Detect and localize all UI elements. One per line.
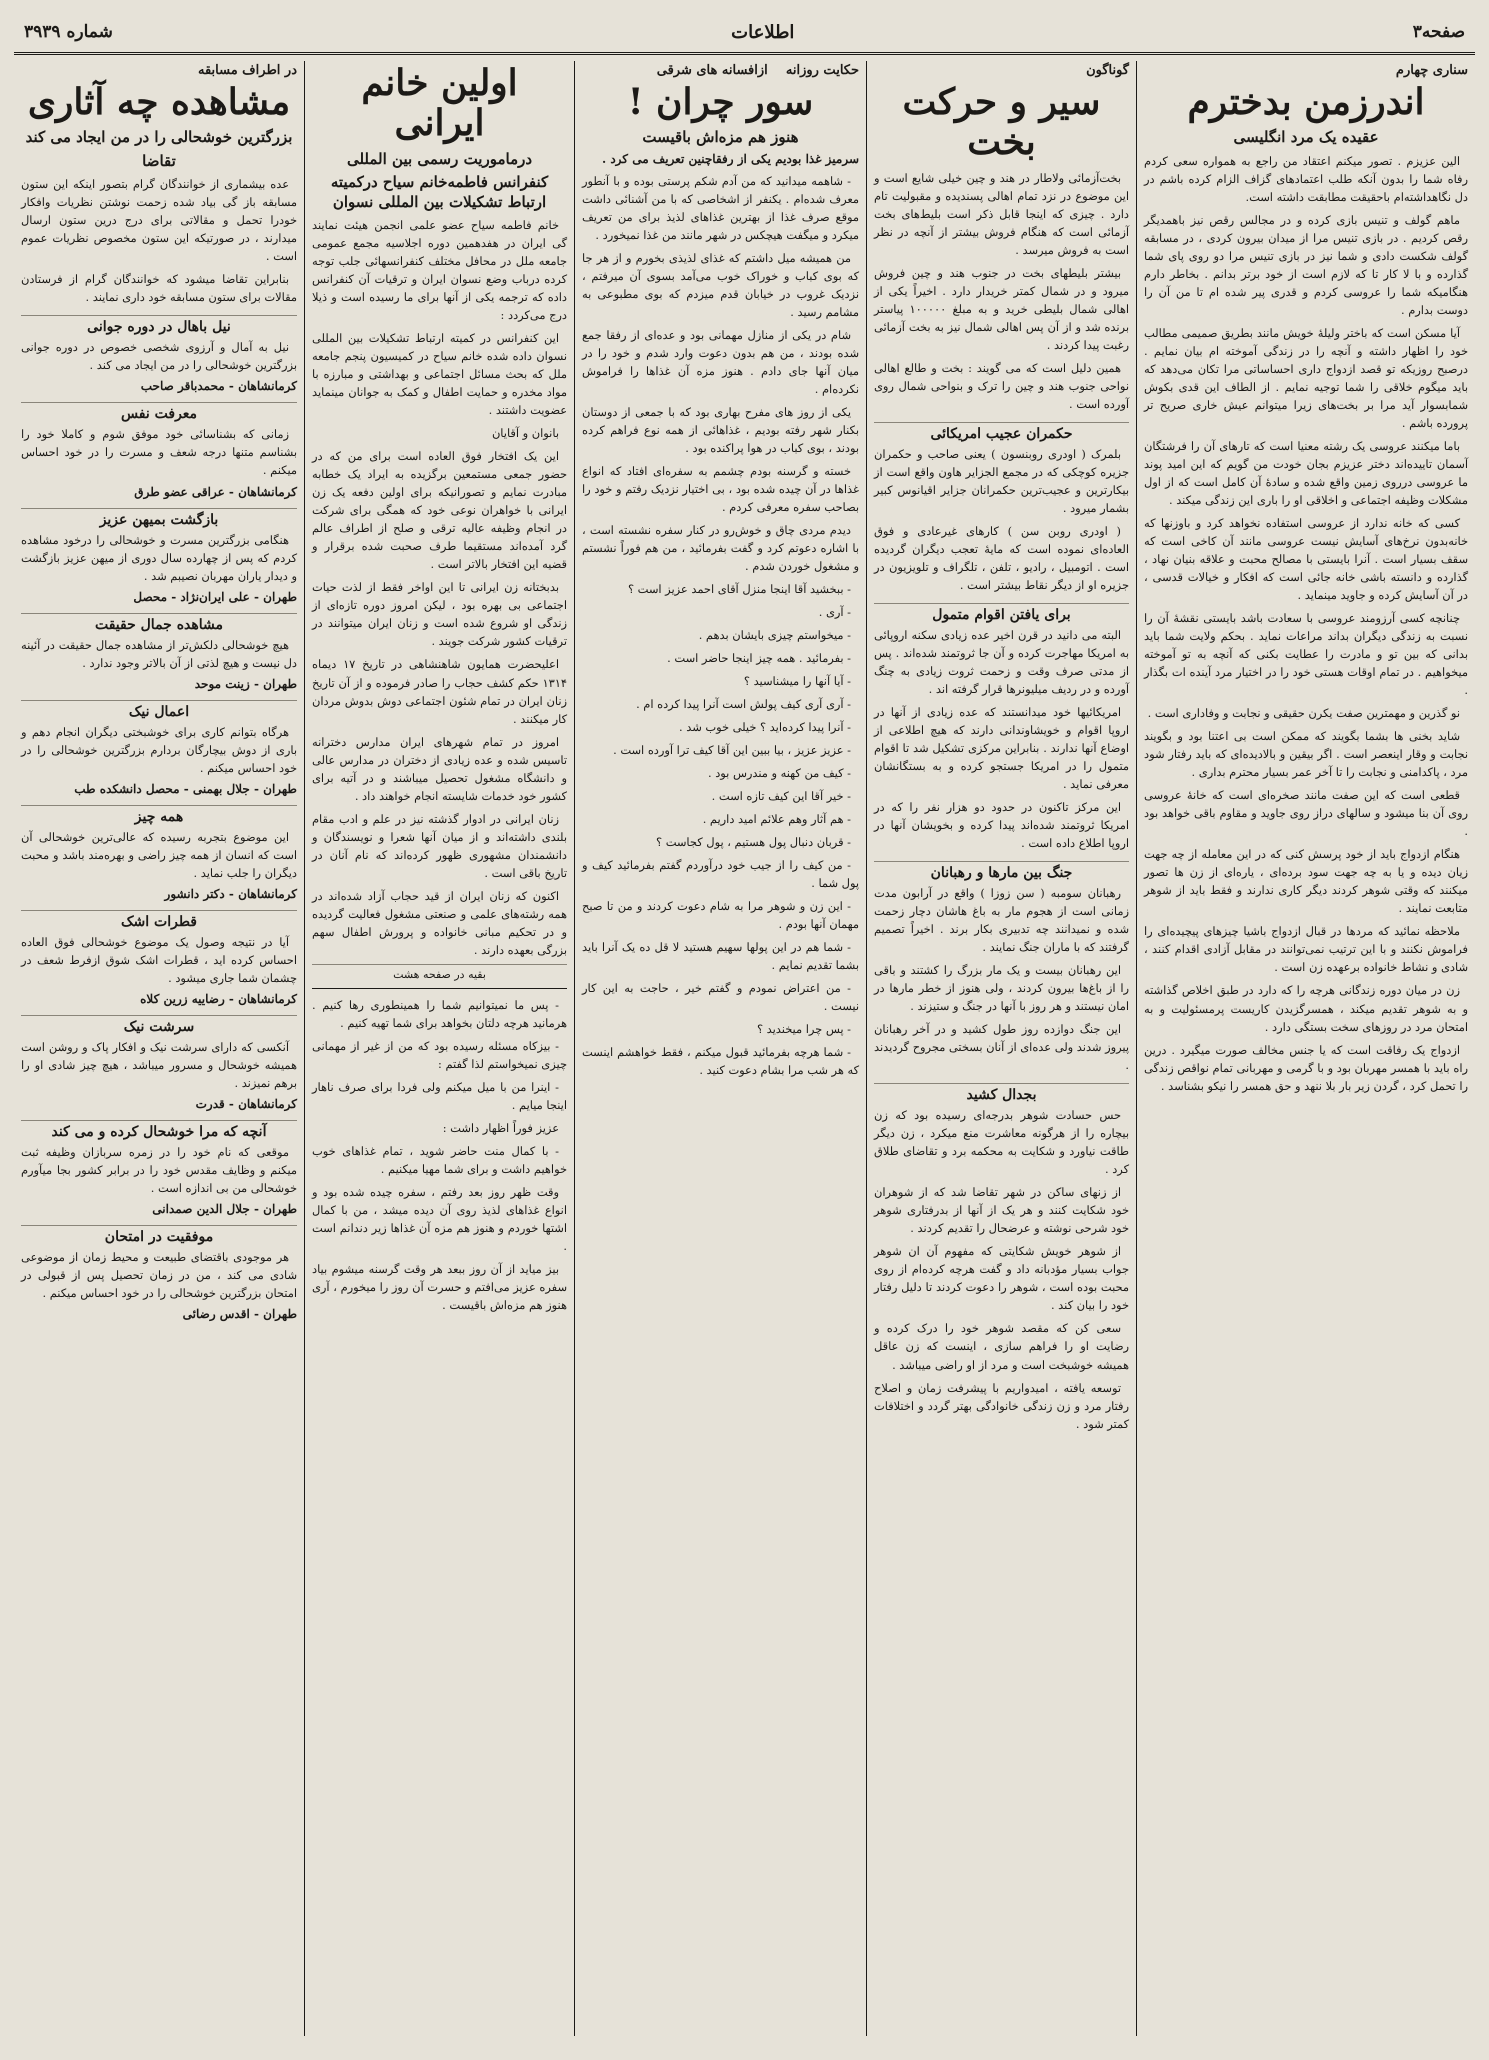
entry-author: کرمانشاهان - محمدباقر صاحب bbox=[140, 379, 297, 394]
article-body bbox=[582, 172, 859, 1080]
article-body-2 bbox=[312, 996, 567, 1314]
page-number: صفحه۳ bbox=[1412, 22, 1465, 42]
paragraph: - بفرمائید . همه چیز اینجا حاضر است . bbox=[667, 651, 851, 666]
paragraph: این رهبانان بیست و یک مار بزرگ را کشتند و باقی را از باغ‌ها بیرون کردند ، ولی هنوز از خطر مارها در امان نیستند و هر روز با آنها در جنگ و ستیزند . bbox=[874, 963, 1129, 1014]
subhead: درماموریت رسمی بین المللی bbox=[346, 149, 533, 168]
column-misc bbox=[866, 61, 1136, 2036]
headline: سور چران ! bbox=[627, 81, 814, 123]
paper-name: اطلاعات bbox=[731, 21, 795, 43]
article-body bbox=[1144, 152, 1468, 1095]
paragraph: زن در میان دوره زندگانی هرچه را که دارد در طبق اخلاص گذاشته و به شوهر تقدیم میکند ، همسرگزیدن کاریست پرمسئولیت و به امتحان مرد در روزهای سخت بستگی دارد . bbox=[1144, 983, 1468, 1034]
contest-entries bbox=[21, 315, 297, 1320]
section-body bbox=[874, 626, 1129, 852]
column-story bbox=[574, 61, 866, 2036]
subhead: بزرگترین خوشحالی را در من ایجاد می کند bbox=[25, 128, 293, 147]
entry-text: آیا در نتیجه وصول یک موضوع خوشحالی فوق العاده احساس کرده اید ، قطرات اشک شوق ازفرط شعف در چشمان شما جاری میشود . bbox=[21, 934, 297, 985]
column-contest bbox=[14, 61, 304, 2036]
paragraph: - من کیف را از جیب خود درآوردم گفتم بفرمائید کیف و پول شما . bbox=[582, 858, 859, 891]
columns bbox=[14, 61, 1475, 2036]
paragraph: - بیزکاه مسئله رسیده بود که من از غیر از مهمانی چیزی نمیخواستم لذا گفتم : bbox=[312, 1038, 567, 1071]
paragraph: سعی کن که مقصد شوهر خود را درک کرده و رضایت او را فراهم سازی ، اینست که زن عاقل همیشه خوشبخت است و مرد از او راضی میباشد . bbox=[874, 1321, 1129, 1372]
kicker-right: ازافسانه های شرقی bbox=[656, 63, 768, 78]
subhead: عقیده یک مرد انگلیسی bbox=[1233, 128, 1379, 147]
paragraph: باما میکنند عروسی یک رشته معنیا است که تارهای آن را فرشتگان آسمان تاییده‌اند دختر عزیزم بجان خودت من گویم که این امید پوند ما عروسی درروی زمین واقع شده و سادهٔ آن کامل است که از اول مشکلات وظیفه اجتماعی و اخلاقی او را باری این زندگی میکند . bbox=[1144, 439, 1468, 508]
paragraph: - پس ما نمیتوانیم شما را همینطوری رها کنیم . هرمانید هرچه دلتان بخواهد برای شما تهیه کنیم . bbox=[312, 997, 567, 1030]
paragraph: - ببخشید آقا اینجا منزل آقای احمد عزیز است ؟ bbox=[628, 582, 851, 597]
paragraph: عده بیشماری از خوانندگان گرام بتصور اینکه این ستون مسابقه باز گی بیاد شده زحمت نوشتن نظریات وافکار خودرا تحمل و مقالاتی برای درج درین ستون ارسال میدارند ، در صورتیکه این ستون مخصوص نظریات عموم است . bbox=[21, 177, 297, 264]
section-title: حکمران عجیب امریکائی bbox=[874, 422, 1129, 442]
byline: سرمیز غذا بودیم یکی از رفقاچنین تعریف می کرد . bbox=[601, 151, 859, 166]
paragraph: البته می دانید در قرن اخیر عده زیادی سکنه اروپائی به امریکا مهاجرت کرده و آن جا ثروتمند شده‌اند . پس از مدتی صرف وقت و زحمت ثروت زیادی به چنگ آورده و در ردیف میلیونرها قرار گرفته اند . bbox=[874, 627, 1129, 696]
entry-title: سرشت نیک bbox=[21, 1015, 297, 1035]
entry-author: کرمانشاهان - دکتر دانشور bbox=[164, 886, 297, 901]
paragraph: همین دلیل است که می گویند : بخت و طالع اهالی نواحی جنوب هند و چین را ترک و بنواحی شمال روی آورده است . bbox=[874, 360, 1129, 411]
paragraph: شاید بخنی ها بشما بگویند که ممکن است بی اعتنا بود و بگویند نجابت و وقار اینعصر است . اگر بیقین و بالادیده‌ای که باید رفتار شود مرد ، پاکدامنی و نجابت را تا آخر عمر بسیار محترم بداری . bbox=[1144, 729, 1468, 780]
paragraph: بلمرک ( اودری روبنسون ) یعنی صاحب و حکمران جزیره کوچکی که در مجمع الجزایر هاون واقع است از بیکارترین و عجیب‌ترین حکمرانان جزایر اقیانوس کبیر بشمار میرود . bbox=[874, 446, 1129, 515]
section-body bbox=[874, 1106, 1129, 1432]
entry-text: این موضوع بتجربه رسیده که عالی‌ترین خوشحالی آن است که انسان از همه چیز راضی و بهره‌مند باشد و محبت دیگران را جلب نماید . bbox=[21, 829, 297, 880]
paragraph: - میخواستم چیزی بایشان بدهم . bbox=[698, 628, 851, 643]
paragraph: امریکائیها خود میدانستند که عده زیادی از آنها در اروپا اقوام و خویشاوندانی دارند که هیچ اطلاعی از اوضاع آنها ندارند . بنابراین مرکزی تشکیل شد تا اقوام متمول را در امریکا جستجو کرده و به بستگانشان معرفی نماید . bbox=[874, 705, 1129, 792]
entry-title: معرفت نفس bbox=[21, 402, 297, 422]
paragraph: این مرکز تاکنون در حدود دو هزار نفر را که در امریکا ثروتمند شده‌اند پیدا کرده و بخویشان آنها در اروپا اطلاع داده است . bbox=[874, 800, 1129, 851]
entry-text: هیچ خوشحالی دلکش‌تر از مشاهده جمال حقیقت در آئینه دل نیست و هیچ لذتی از آن بالاتر وجود ندارد . bbox=[21, 637, 297, 670]
paragraph: عزیز فوراً اظهار داشت : bbox=[442, 1120, 559, 1135]
paragraph: این یک افتخار فوق العاده است برای من که در حضور جمعی مستمعین برگزیده به ایراد یک خطابه مبادرت نمایم و تصورانیکه برای اولین دفعه یک زن ایرانی با خواهران نوعی خود که همگی برای شرکت در انجام وظیفه عالیه ترقی و صلح از اطراف عالم گرد آمده‌اند مستقیما طرف صحبت شده برقرار و قضیه این افتخار بالاتر است . bbox=[312, 449, 567, 572]
paragraph: من همیشه میل داشتم که غذای لذیذی بخورم و از هر جا که بوی کباب و خوراک خوب می‌آمد بسوی آن میرفتم ، نزدیک غروب در خیابان قدم میزدم که بوی مطبوعی به مشامم رسید . bbox=[582, 250, 859, 319]
paragraph: دیدم مردی چاق و خوش‌رو در کنار سفره نشسته است ، با اشاره دعوتم کرد و گفت بفرمائید ، من هم فوراً نشستم و مشغول خوردن شدم . bbox=[582, 523, 859, 574]
paragraph: - هم آثار وهم علائم امید داریم . bbox=[702, 812, 851, 827]
entry-author: طهران - جلال الدین صمدانی bbox=[152, 1201, 297, 1216]
paragraph: بدبختانه زن ایرانی تا این اواخر فقط از لذت حیات اجتماعی بی بهره بود ، لیکن امروز دوره تازه‌ای از زندگی او شروع شده است و زنان ایران میتوانند در ترقیات کشور شرکت جویند . bbox=[312, 580, 567, 649]
continued-note: بقیه در صفحه هشت bbox=[312, 964, 567, 981]
entry-title: مشاهده جمال حقیقت bbox=[21, 613, 297, 633]
entry-author: کرمانشاهان - قدرت bbox=[195, 1096, 297, 1111]
entry-text: نیل به آمال و آرزوی شخصی خصوص در دوره جوانی بزرگترین خوشحالی را در من ایجاد می کند . bbox=[21, 340, 297, 373]
paragraph: - پس چرا میخندید ؟ bbox=[756, 1022, 851, 1037]
headline: اندرزمن بدخترم bbox=[1187, 81, 1425, 123]
paragraph: - شما هرچه بفرمائید قبول میکنم ، فقط خواهشم اینست که هر شب مرا بشام دعوت کنید . bbox=[582, 1045, 859, 1078]
kicker-left: حکایت روزانه bbox=[785, 63, 859, 78]
paragraph: زنان ایرانی در ادوار گذشته نیز در علم و ادب مقام بلندی داشته‌اند و از میان آنها شعرا و نویسندگان و دانشمندان مشهوری ظهور کرده‌اند که نام آنان در تاریخ باقی است . bbox=[312, 811, 567, 880]
paragraph: آیا مسکن است که باختر ولیلهٔ خویش مانند بطریق صمیمی مطالب خود را اظهار داشته و آنچه را در زندگی آموخته ام بیان نمایم . درصبح روزیکه تو قصد ازدواج داری احساساتی مرا تکان می‌دهد که باید میگوم خلاقی را شما توجیه نمایم . از الطاف این قدی بکوش شمابسوار آید مرا بر بخت‌های زیرا میتوانم عیش خاری صریح تر پرورده باشم . bbox=[1144, 325, 1468, 431]
entry-title: بازگشت بمیهن عزیز bbox=[21, 508, 297, 528]
column-kicker bbox=[582, 63, 859, 78]
entry-title: نیل باهال در دوره جوانی bbox=[21, 315, 297, 335]
paragraph: - با کمال منت حاضر شوید ، تمام غذاهای خوب خواهیم داشت و برای شما مهیا میکنیم . bbox=[312, 1143, 567, 1176]
paragraph: یکی از روز های مفرح بهاری بود که با جمعی از دوستان بکنار شهر رفته بودیم ، غذاهائی از همه نوع فراهم کرده بودند ، بوی کباب در هوا پراکنده بود . bbox=[582, 405, 859, 456]
paragraph: بیشتر بلیطهای بخت در جنوب هند و چین فروش میرود و در شمال کمتر خریدار دارد . اخیراً یکی از اهالی شمال بلیطی خرید و به مبلغ ۱۰۰۰۰۰ پیاستر برنده شد و از آن پس اهالی شمال نیز به بخت آزمائی رغبت پیدا کردند . bbox=[874, 265, 1129, 352]
paragraph: خانم فاطمه سیاح عضو علمی انجمن هیئت نمایند گی ایران در هفدهمین دوره اجلاسیه مجمع عمومی جامعه ملل در محافل مختلف کنفرانسهائی جلب توجه کرده درباب وضع نسوان ایران و ترقیات آن کنفرانس داده که ترجمه یکی از آنها برای ما رسیده است و ذیلا درج می‌کردد : bbox=[312, 218, 567, 323]
paragraph: - عزیز عزیز ، بیا ببین این آقا کیف ترا آورده است . bbox=[613, 743, 851, 758]
section-body bbox=[874, 884, 1129, 1074]
paragraph: بنابراین تقاضا میشود که خوانندگان گرام از فرستادن مقالات برای ستون مسابقه خود داری نمایند . bbox=[21, 272, 297, 305]
paragraph: بخت‌آزمائی ولاطار در هند و چین خیلی شایع است و این موضوع در نزد تمام اهالی پسندیده و مقبولیت تام دارد . چیزی که اینجا قابل ذکر است بلیط‌های بخت آزمائی است که هنگام فروش بیشتر از آنچه در نظر است به فروش میرسد . bbox=[874, 170, 1129, 257]
paragraph: الین عزیزم . تصور میکنم اعتقاد من راجع به همواره سعی کردم رفاه شما را بدون آنکه طلب اعتمادهای گزاف الزام کرده باشم در دل نگاهداشته‌ام باحقیقت مطابقت داشته است. bbox=[1144, 153, 1468, 204]
paragraph: - شاهمه میدانید که من آدم شکم پرستی بوده و با آنطور معرف شده‌ام . یکنفر از اشخاصی که با من آشنائی داشت موقع صرف غذا از بهترین غذاهای لذیذ برای من تعریف میکرد و میگفت هیچکس در شهر مانند من غذا نمیخورد . bbox=[582, 173, 859, 242]
entry-title: اعمال نیک bbox=[21, 700, 297, 720]
entry-author: طهران - اقدس رضائی bbox=[182, 1306, 297, 1321]
column-kicker: سناری چهارم bbox=[1395, 63, 1468, 78]
article-body bbox=[312, 216, 567, 959]
entry-author: کرمانشاهان - رضاییه زرین کلاه bbox=[140, 991, 297, 1006]
paragraph: - من اعتراض نمودم و گفتم خیر ، حاجت به این کار نیست . bbox=[582, 981, 859, 1014]
entry-text: آنکسی که دارای سرشت نیک و افکار پاک و روشن است همیشه خوشحال و مسرور میباشد ، هیچ چیز شادی او را برهم نمیزند . bbox=[21, 1039, 297, 1090]
newspaper-page bbox=[14, 12, 1475, 2036]
entry-author: طهران - علی ایران‌نژاد - محصل bbox=[133, 589, 297, 604]
article-body bbox=[21, 175, 297, 306]
paragraph: ازدواج یک رفاقت است که یا جنس مخالف صورت میگیرد . درین راه باید با همسر مهربان بود و با گرمی و مهربانی تمام نواقص زندگی را تحمل کرد ، گردن زیر بار بلا ننهد و حق همسر را نیکو بشناسد . bbox=[1144, 1042, 1468, 1093]
paragraph: شام در یکی از منازل مهمانی بود و عده‌ای از رفقا جمع شده بودند ، من هم بدون دعوت وارد شدم و خود را در میان آنها جای دادم . هنوز مزه آن غذاها را فراموش نکرده‌ام . bbox=[582, 327, 859, 396]
entry-author: کرمانشاهان - عراقی عضو طرق bbox=[134, 484, 297, 499]
entry-text: هرگاه بتوانم کاری برای خوشبختی دیگران انجام دهم و باری از دوش بیچارگان بردارم بزرگترین خوشحالی را در خود احساس میکنم . bbox=[21, 724, 297, 775]
section-title: بجدال کشید bbox=[874, 1083, 1129, 1103]
paragraph: هنگام ازدواج باید از خود پرسش کنی که در این معامله از چه جهت زیان دیده و یا به چه جهت سود برده‌ای ، یاره‌ای از زن ها تصور میکنند که وقتی شوهر کردند دیگر کاری ندارند و فقط باید از شوهر متابعت نمایند . bbox=[1144, 847, 1468, 916]
subhead: هنوز هم مزه‌اش باقیست bbox=[642, 128, 799, 147]
headline: سیر و حرکت بخت bbox=[902, 81, 1101, 164]
entry-text: موقعی که نام خود را در زمره سربازان وظیفه ثبت میکنم و وظایف مقدس خود را در برابر کشور بجا میآورم خوشحالی من بی اندازه است . bbox=[21, 1144, 297, 1195]
entry-text: هر موجودی باقتضای طبیعت و محیط زمان از موضوعی شادی می کند ، من در زمان تحصیل پس از قبولی در امتحان بزرگترین خوشحالی را در خود احساس میکنم . bbox=[21, 1249, 297, 1300]
paragraph: - آنرا پیدا کرده‌اید ؟ خیلی خوب شد . bbox=[679, 720, 851, 735]
entry-title: همه چیز bbox=[21, 805, 297, 825]
divider bbox=[312, 988, 567, 989]
paragraph: - آری . bbox=[818, 605, 851, 620]
paragraph: نو گذرین و مهمترین صفت یکرن حقیقی و نجابت و وفاداری است . bbox=[1147, 706, 1460, 721]
entry-text: زمانی که بشناسائی خود موفق شوم و کاملا خود را بشناسم متنها درجه شعف و مسرت را در خود احساس میکنم . bbox=[21, 427, 297, 478]
paragraph: توسعه یافته ، امیدواریم با پیشرفت زمان و اصلاح رفتار مرد و زن زندگی خانوادگی بهتر گردد و اختلافات کمتر شود . bbox=[874, 1380, 1129, 1431]
paragraph: - شما هم در این پولها سهیم هستید لا قل ده یک آنرا باید بشما تقدیم نمایم . bbox=[582, 940, 859, 973]
issue-number: شماره ۳۹۳۹ bbox=[24, 22, 113, 42]
paragraph: امروز در تمام شهرهای ایران مدارس دخترانه تاسیس شده و عده زیادی از دختران در مدارس عالی و دانشگاه مشغول تحصیل میباشند و در آتیه برای کشور خود خدمات شایسته انجام خواهند داد . bbox=[312, 734, 567, 803]
paragraph: ماهم گولف و تنیس بازی کرده و در مجالس رقص نیز باهمدیگر رقص کردیم . در بازی تنیس مرا از میدان بیرون کردی ، در مسابقه گولف شکست دادی و شما نیز در بازی تنیس مرا دو روی پای شما گذارده و با لا کار تا که لازم است از خود برتر بدانم . بخاطر دارم هنگامیکه شما را عروسی کردم و قدری پیر شده ام تا من آن را دوست بدارم . bbox=[1144, 212, 1468, 317]
column-kicker: گوناگون bbox=[1086, 63, 1129, 78]
paragraph: این جنگ دوازده روز طول کشید و در آخر رهبانان پیروز شدند ولی عده‌ای از آنان بسختی مجروح گردیدند . bbox=[874, 1022, 1129, 1073]
masthead bbox=[14, 12, 1475, 55]
paragraph: - کیف من کهنه و مندرس بود . bbox=[707, 766, 851, 781]
paragraph: ( اودری روبن سن ) کارهای غیرعادی و فوق العاده‌ای نموده است که مایهٔ تعجب دیگران گردیده است . اتومبیل ، رادیو ، تلفن ، تلگراف و تلویزیون در جزیره او از دیگر نقاط بیشتر است . bbox=[874, 523, 1129, 592]
paragraph: بیز میاید از آن روز ببعد هر وقت گرسنه میشوم بیاد سفره عزیز می‌افتم و حسرت آن روز را میخورم ، آری هنوز هم مزه‌اش باقیست . bbox=[312, 1261, 567, 1312]
headline: مشاهده چه آثاری bbox=[27, 81, 291, 123]
paragraph: - اینرا من با میل میکنم ولی فردا برای صرف ناهار اینجا میایم . bbox=[312, 1079, 567, 1112]
section-title: برای یافتن اقوام متمول bbox=[874, 603, 1129, 623]
entry-title: آنچه که مرا خوشحال کرده و می کند bbox=[21, 1120, 297, 1140]
byline: تقاضا bbox=[142, 151, 176, 170]
paragraph: چنانچه کسی آرزومند عروسی با سعادت باشد بایستی نقشهٔ آن را نسبت به زندگی دیگران بداند مراعات نماید . بحکم ولایت شما باید بدانی که بین تو و مادرت را عطایت بکنی که آنچه به تو آموخته میخواهیم . در تمام اوقات هستی خود را در اختیار مرد آینده ات بگذار . bbox=[1144, 611, 1468, 698]
section-body bbox=[874, 445, 1129, 594]
column-kicker: در اطراف مسابقه bbox=[197, 63, 297, 78]
paragraph: ملاحظه نمائید که مردها در قبال ازدواج باشیا چیزهای پیچیده‌ای را فراموش نکنند و با این ترتیب نمی‌توانند در مقابل آزادی اقدام کنند ، شادی و نشاط خانواده برعهده زن است . bbox=[1144, 924, 1468, 975]
paragraph: کسی که خانه ندارد از عروسی استفاده نخواهد کرد و باوزنها که خانه‌بدون نرخ‌های آسایش نیست عروسی مانند آن کاخی است که سقف بسیار است . آنرا بایستی با مصالح محبت و علاقه بنیان نهاد ، گذارده و دانسته باشی خانه جائی است که افکار و خیالات قدسی ، در آن آسایش کرده و جاوید مینماید . bbox=[1144, 516, 1468, 603]
entry-author: طهران - زینت موحد bbox=[194, 676, 297, 691]
entry-author: طهران - جلال بهمنی - محصل دانشکده طب bbox=[74, 781, 297, 796]
paragraph: اکنون که زنان ایران از قید حجاب آزاد شده‌اند در همه رشته‌های علمی و صنعتی مشغول فعالیت گردیده و در تحکیم مبانی خانواده و پرورش اطفال سهم بزرگی بعهده دارند . bbox=[312, 888, 567, 957]
section-title: جنگ بین مارها و رهبانان bbox=[874, 861, 1129, 881]
paragraph: اعلیحضرت همایون شاهنشاهی در تاریخ ۱۷ دیماه ۱۳۱۴ حکم کشف حجاب را صادر فرموده و از آن تاریخ زنان ایران در تمام شئون اجتماعی دوش بدوش مردان کار میکنند . bbox=[312, 657, 567, 726]
paragraph: از زنهای ساکن در شهر تقاضا شد که از شوهران خود شکایت کنند و هر یک از آنها از بدرفتاری شوهر خود شرحی نوشته و عرضحال را تقدیم کردند . bbox=[874, 1185, 1129, 1236]
entry-text: هنگامی بزرگترین مسرت و خوشحالی را درخود مشاهده کردم که پس از چهارده سال دوری از میهن عزیز بازگشت و دیدار یاران مهربان نصیبم شد . bbox=[21, 532, 297, 583]
article-body bbox=[874, 169, 1129, 413]
paragraph: از شوهر خویش شکایتی که مفهوم آن ان شوهر جواب بسیار مؤدبانه داد و گفت هرچه کرده‌ام از روی محبت بوده است ، شوهر را دعوت کردند تا دلیل رفتار خود را بیان کند . bbox=[874, 1244, 1129, 1313]
paragraph: قطعی است که این صفت مانند صخره‌ای است که خانهٔ عروسی روی آن بنا میشود و سالهای دراز روی جاوید و مقاوم باقی خواهد بود . bbox=[1144, 788, 1468, 839]
column-advice bbox=[1136, 61, 1475, 2036]
column-iranian-woman bbox=[304, 61, 574, 2036]
paragraph: خسته و گرسنه بودم چشمم به سفره‌ای افتاد که انواع غذاها در آن چیده شده بود ، بی اختیار نزدیک رفتم و خود را بصاحب سفره معرفی کردم . bbox=[582, 464, 859, 515]
paragraph: - آیا آنها را میشناسید ؟ bbox=[743, 674, 851, 689]
paragraph: رهبانان سومبه ( سن زوزا ) واقع در آرابون مدت زمانی است از هجوم مار به باغ هاشان دچار زحمت شده و نمیدانند چه تدبیری بکار برند . اخیراً تصمیم گرفتند که با ماران جنگ نمایند . bbox=[874, 886, 1129, 955]
paragraph: - این زن و شوهر مرا به شام دعوت کردند و من تا صبح مهمان آنها بودم . bbox=[582, 899, 859, 932]
paragraph: بانوان و آقایان bbox=[491, 426, 559, 441]
paragraph: - خیر آقا این کیف تازه است . bbox=[711, 789, 851, 804]
subhead-2: کنفرانس فاطمه‌خانم سیاح درکمیته ارتباط تشکیلات بین المللی نسوان bbox=[330, 173, 549, 211]
paragraph: - آری آری کیف پولش است آنرا پیدا کرده ام . bbox=[636, 697, 851, 712]
entry-title: قطرات اشک bbox=[21, 910, 297, 930]
paragraph: حس حسادت شوهر بدرجه‌ای رسیده بود که زن بیچاره را از هرگونه معاشرت منع میکرد ، زن دیگر طاقت نیاورد و شکایت به محکمه برد و تقاضای طلاق کرد . bbox=[874, 1108, 1129, 1177]
entry-title: موفقیت در امتحان bbox=[21, 1225, 297, 1245]
paragraph: - قربان دنبال پول هستیم ، پول کجاست ؟ bbox=[656, 835, 851, 850]
paragraph: وقت ظهر روز بعد رفتم ، سفره چیده شده بود و انواع غذاهای لذیذ روی آن دیده میشد ، من با کمال اشتها خوردم و هنوز هم مزه آن غذاها زیر دندانم است . bbox=[312, 1184, 567, 1253]
paragraph: این کنفرانس در کمیته ارتباط تشکیلات بین المللی نسوان داده شده خانم سیاح در کمیسیون پنجم جامعه ملل که بحث مسائل اجتماعی و بهداشتی و مبارزه با مواد مخدره و حمایت اطفال و کمک به جوانان مینماید عضویت داشتند . bbox=[312, 331, 567, 418]
headline: اولین خانم ایرانی bbox=[361, 62, 518, 145]
